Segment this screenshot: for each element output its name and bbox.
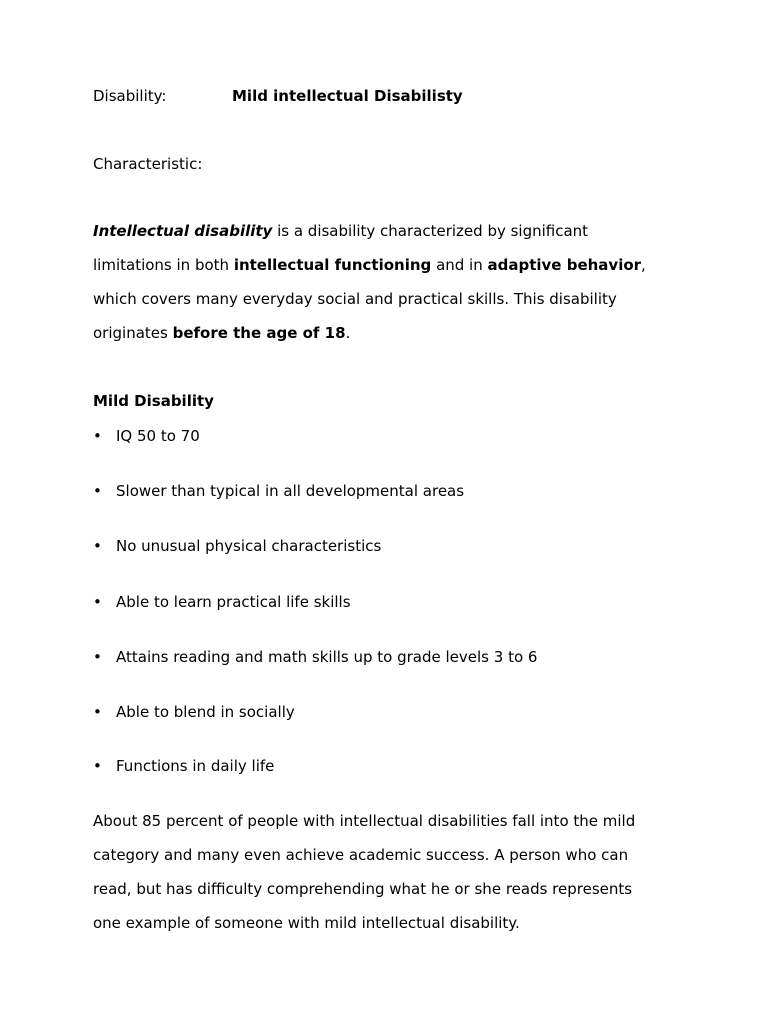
definition-line-2-mid: and in <box>431 256 488 274</box>
closing-line-3: read, but has difficulty comprehending what he or she reads represents <box>93 880 633 898</box>
definition-line-4 <box>93 323 350 343</box>
term-intellectual-functioning: intellectual functioning <box>233 256 432 274</box>
definition-line-3: which covers many everyday social and practical skills. This disability <box>93 290 617 308</box>
disability-label: Disability: <box>93 87 167 105</box>
bullet-icon: • <box>93 703 102 721</box>
term-intellectual-disability: Intellectual disability <box>93 222 273 240</box>
closing-line-1: About 85 percent of people with intellectual disabilities fall into the mild <box>93 812 636 830</box>
definition-line-2-post: , <box>641 256 646 274</box>
bullet-icon: • <box>93 482 102 500</box>
term-before-age-18: before the age of 18 <box>172 324 346 342</box>
mild-disability-heading: Mild Disability <box>93 392 214 410</box>
definition-line-4-post: . <box>345 324 351 342</box>
definition-line-1-text: is a disability characterized by significant <box>272 222 589 240</box>
term-adaptive-behavior: adaptive behavior <box>487 256 642 274</box>
closing-line-4: one example of someone with mild intellectual disability. <box>93 914 520 932</box>
bullet-icon: • <box>93 648 102 666</box>
characteristic-label: Characteristic: <box>93 155 203 173</box>
definition-line-4-pre: originates <box>93 324 173 342</box>
list-item-text: Able to learn practical life skills <box>116 593 351 611</box>
list-item-text: No unusual physical characteristics <box>116 537 382 555</box>
bullet-icon: • <box>93 427 102 445</box>
bullet-icon: • <box>93 593 102 611</box>
definition-line-2-pre: limitations in both <box>93 256 234 274</box>
bullet-icon: • <box>93 537 102 555</box>
list-item-text: Attains reading and math skills up to grade levels 3 to 6 <box>116 648 538 666</box>
list-item-text: Able to blend in socially <box>116 703 295 721</box>
list-item-text: Functions in daily life <box>116 757 275 775</box>
definition-line-2 <box>93 255 646 275</box>
definition-line-1 <box>93 221 588 241</box>
list-item-text: Slower than typical in all developmental areas <box>116 482 465 500</box>
list-item-text: IQ 50 to 70 <box>116 427 200 445</box>
disability-title: Mild intellectual Disabilisty <box>232 87 463 105</box>
closing-line-2: category and many even achieve academic success. A person who can <box>93 846 629 864</box>
bullet-icon: • <box>93 757 102 775</box>
